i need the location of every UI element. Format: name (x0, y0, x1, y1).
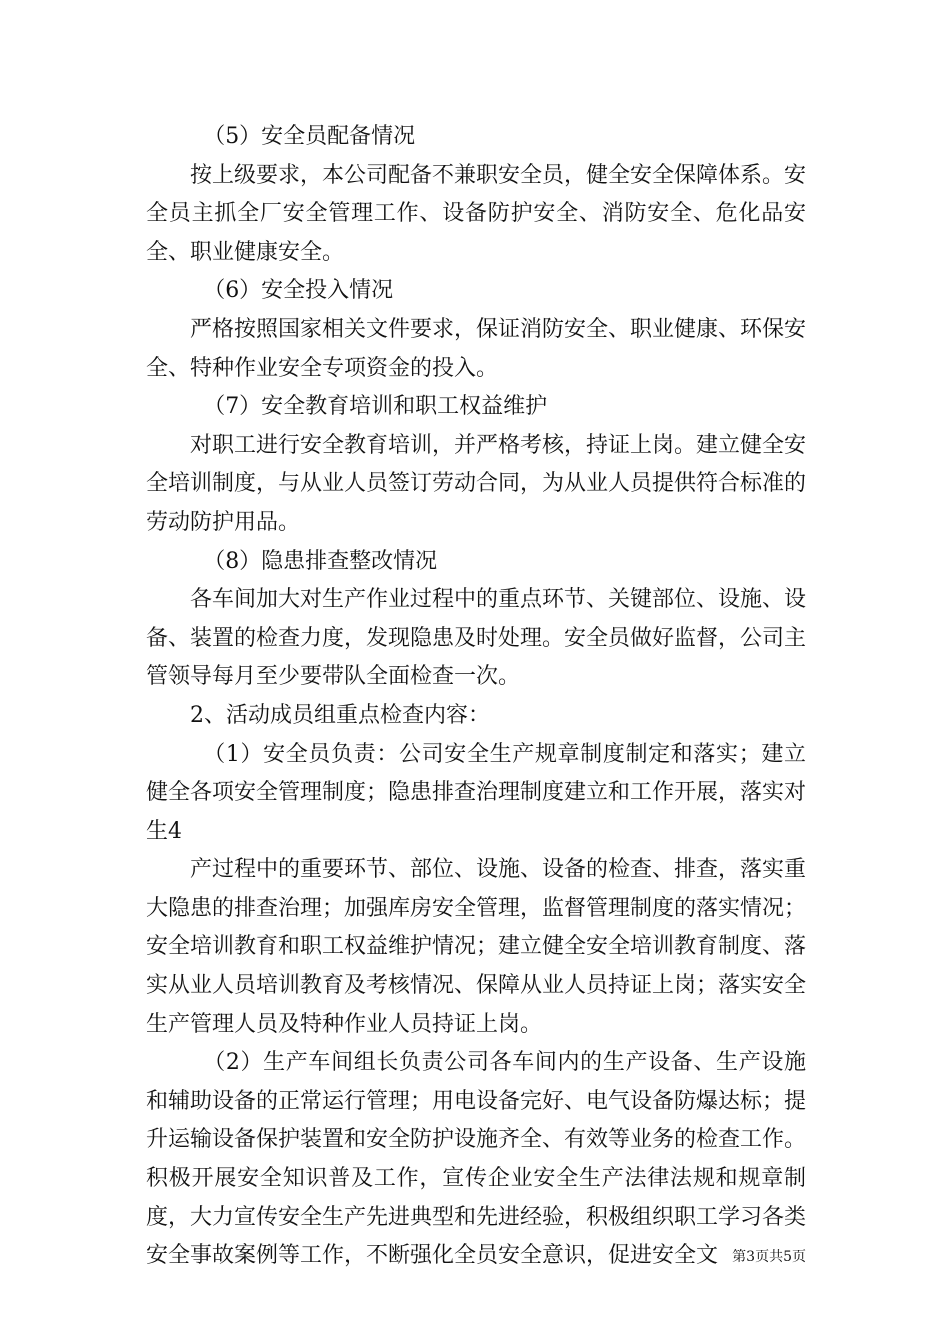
paragraph-safety-officer: 按上级要求，本公司配备不兼职安全员，健全安全保障体系。安全员主抓全厂安全管理工作、设备防护安全、消防安全、危化品安全、职业健康安全。 (146, 162, 807, 265)
paragraph-safety-investment: 严格按照国家相关文件要求，保证消防安全、职业健康、环保安全、特种作业安全专项资金的投入。 (146, 316, 807, 381)
paragraph-item-1-continued: 产过程中的重要环节、部位、设施、设备的检查、排查，落实重大隐患的排查治理；加强库房安全管理，监督管理制度的落实情况；安全培训教育和职工权益维护情况；建立健全安全培训教育制度、落实从业人员培训教育及考核情况、保障从业人员持证上岗；落实安全生产管理人员及特种作业人员持证上岗。 (146, 857, 807, 1037)
page-number: 第3页共5页 (732, 1249, 806, 1265)
section-heading-2: 2、活动成员组重点检查内容： (190, 702, 490, 728)
paragraph-item-1: （1）安全员负责：公司安全生产规章制度制定和落实；建立健全各项安全管理制度；隐患排查治理制度建立和工作开展，落实对生4 (146, 741, 807, 844)
paragraph-hazard-inspection: 各车间加大对生产作业过程中的重点环节、关键部位、设施、设备、装置的检查力度，发现隐患及时处理。安全员做好监督，公司主管领导每月至少要带队全面检查一次。 (146, 587, 807, 690)
section-heading-6: （6）安全投入情况 (203, 278, 394, 304)
document-body (146, 118, 806, 1276)
section-heading-7: （7）安全教育培训和职工权益维护 (203, 394, 548, 420)
paragraph-item-2: （2）生产车间组长负责公司各车间内的生产设备、生产设施和辅助设备的正常运行管理；用电设备完好、电气设备防爆达标；提升运输设备保护装置和安全防护设施齐全、有效等业务的检查工作。积极开展安全知识普及工作，宣传企业安全生产法律法规和规章制度，大力宣传安全生产先进典型和先进经验，积极组织职工学习各类安全事故案例等工作，不断强化全员安全意识，促进安全文 (146, 1050, 807, 1269)
section-heading-8: （8）隐患排查整改情况 (203, 548, 438, 574)
section-heading-5: （5）安全员配备情况 (203, 124, 416, 149)
paragraph-safety-training: 对职工进行安全教育培训，并严格考核，持证上岗。建立健全安全培训制度，与从业人员签订劳动合同，为从业人员提供符合标准的劳动防护用品。 (146, 432, 807, 535)
